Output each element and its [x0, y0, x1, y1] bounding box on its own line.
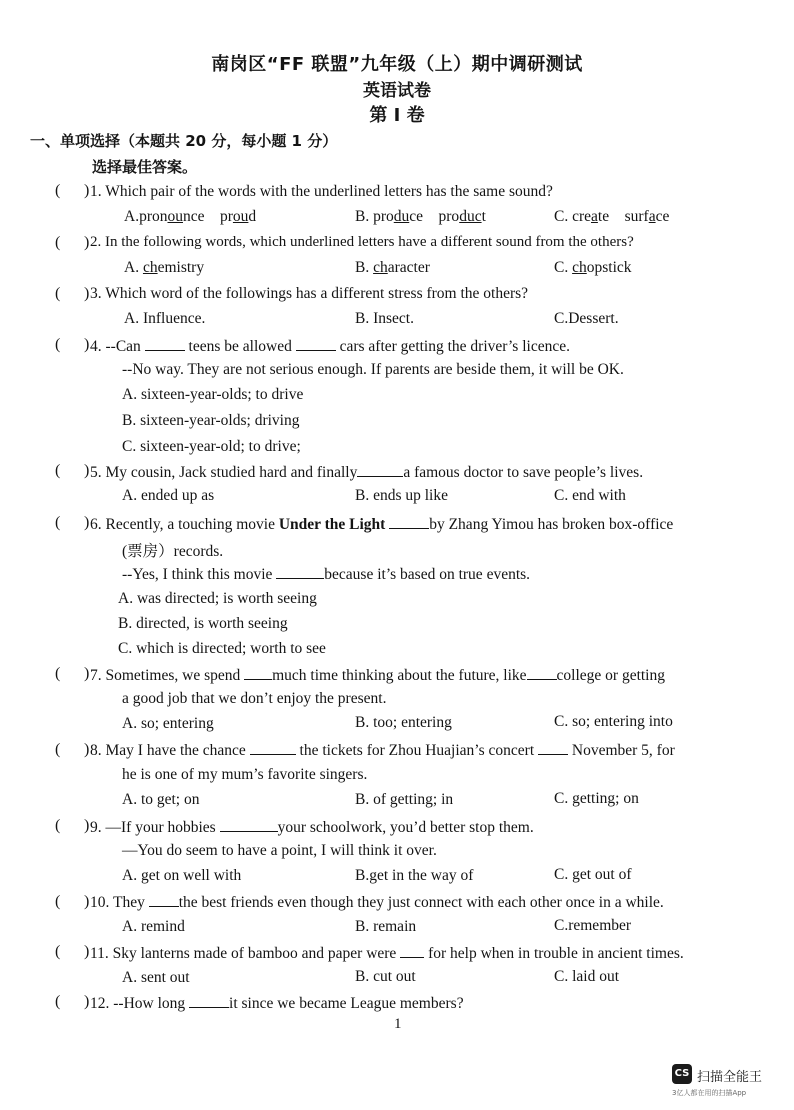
q1-option-b: B. produce product [355, 208, 486, 225]
question-8-stem: 8. May I have the chance the tickets for Zhou Huajian’s concert November 5, for [90, 742, 675, 759]
question-8-stem-cont: he is one of my mum’s favorite singers. [122, 766, 368, 783]
answer-bracket[interactable]: ( ) [55, 817, 90, 834]
answer-bracket[interactable]: ( ) [55, 893, 90, 910]
q3-option-b: B. Insect. [355, 310, 414, 327]
q11-option-a: A. sent out [122, 969, 190, 986]
q2-option-a: A. chemistry [124, 259, 205, 276]
answer-blank [276, 564, 324, 579]
q5-option-b: B. ends up like [355, 487, 448, 504]
q10-option-a: A. remind [122, 918, 185, 935]
q2-option-b: B. character [355, 259, 430, 276]
answer-blank [357, 462, 403, 477]
answer-blank [145, 336, 185, 351]
answer-blank [389, 514, 429, 529]
answer-blank [296, 336, 336, 351]
camscanner-logo-icon: CS [672, 1064, 692, 1084]
question-9-reply: —You do seem to have a point, I will think it over. [122, 842, 437, 859]
q1-option-a: A.pronounce proud [124, 208, 257, 225]
q6-option-b: B. directed, is worth seeing [118, 615, 288, 632]
watermark-name: 扫描全能王 [697, 1070, 763, 1085]
question-7-stem: 7. Sometimes, we spend much time thinking about the future, like college or getting [90, 667, 665, 684]
answer-blank [244, 665, 272, 680]
q4-option-a: A. sixteen-year-olds; to drive [122, 386, 304, 403]
section-instruction: 选择最佳答案。 [92, 158, 198, 176]
answer-bracket[interactable]: ( ) [55, 741, 90, 758]
q10-option-c: C.remember [554, 917, 632, 934]
question-9-stem: 9. —If your hobbies your schoolwork, you’d better stop them. [90, 819, 534, 836]
exam-subtitle: 英语试卷 [363, 81, 431, 101]
q8-option-c: C. getting; on [554, 790, 639, 807]
question-5-stem: 5. My cousin, Jack studied hard and finally a famous doctor to save people’s lives. [90, 464, 644, 481]
q3-option-a: A. Influence. [124, 310, 206, 327]
answer-blank [538, 740, 568, 755]
answer-blank [527, 665, 557, 680]
question-3-stem: 3. Which word of the followings has a different stress from the others? [90, 285, 529, 302]
answer-bracket[interactable]: ( ) [55, 234, 90, 251]
question-7-stem-cont: a good job that we don’t enjoy the present. [122, 690, 387, 707]
q7-option-b: B. too; entering [355, 714, 452, 731]
question-12-stem: 12. --How long it since we became League members? [90, 995, 464, 1012]
question-6-reply: --Yes, I think this movie because it’s based on true events. [122, 566, 531, 583]
q6-option-a: A. was directed; is worth seeing [118, 590, 317, 607]
scanner-watermark [672, 1064, 782, 1104]
question-6-stem: 6. Recently, a touching movie Under the Light by Zhang Yimou has broken box-office [90, 516, 674, 533]
question-4-stem: 4. --Can teens be allowed cars after getting the driver’s licence. [90, 338, 570, 355]
q11-option-b: B. cut out [355, 968, 416, 985]
answer-bracket[interactable]: ( ) [55, 514, 90, 531]
exam-volume: 第 I 卷 [369, 105, 425, 126]
answer-bracket[interactable]: ( ) [55, 182, 90, 199]
exam-title: 南岗区“FF 联盟”九年级（上）期中调研测试 [211, 54, 583, 75]
watermark-tagline: 3亿人都在用的扫描App [672, 1089, 747, 1097]
answer-blank [250, 740, 296, 755]
q2-option-c: C. chopstick [554, 259, 632, 276]
question-4-reply: --No way. They are not serious enough. If parents are beside them, it will be OK. [122, 361, 624, 378]
answer-bracket[interactable]: ( ) [55, 285, 90, 302]
answer-blank [400, 943, 424, 958]
q7-option-a: A. so; entering [122, 715, 214, 732]
q3-option-c: C.Dessert. [554, 310, 619, 327]
section-heading: 一、单项选择（本题共 20 分，每小题 1 分） [30, 132, 338, 150]
question-1-stem: 1. Which pair of the words with the underlined letters has the same sound? [90, 183, 553, 200]
movie-title: Under the Light [278, 516, 386, 533]
q8-option-b: B. of getting; in [355, 791, 454, 808]
answer-blank [189, 993, 229, 1008]
answer-bracket[interactable]: ( ) [55, 336, 90, 353]
q8-option-a: A. to get; on [122, 791, 200, 808]
q7-option-c: C. so; entering into [554, 713, 673, 730]
q11-option-c: C. laid out [554, 968, 620, 985]
q1-option-c: C. create surface [554, 208, 670, 225]
question-2-stem: 2. In the following words, which underlined letters have a different sound from the others? [90, 234, 634, 250]
answer-bracket[interactable]: ( ) [55, 462, 90, 479]
q9-option-b: B.get in the way of [355, 867, 474, 884]
q10-option-b: B. remain [355, 918, 417, 935]
answer-bracket[interactable]: ( ) [55, 993, 90, 1010]
question-6-stem-cont: (票房）records. [122, 543, 224, 560]
question-11-stem: 11. Sky lanterns made of bamboo and paper were for help when in trouble in ancient times. [90, 945, 684, 962]
answer-blank [220, 817, 278, 832]
answer-blank [149, 892, 179, 907]
answer-bracket[interactable]: ( ) [55, 943, 90, 960]
q9-option-a: A. get on well with [122, 867, 242, 884]
answer-bracket[interactable]: ( ) [55, 665, 90, 682]
q9-option-c: C. get out of [554, 866, 632, 883]
question-10-stem: 10. They the best friends even though they just connect with each other once in a while. [90, 894, 664, 911]
page-number: 1 [394, 1016, 402, 1032]
q4-option-c: C. sixteen-year-old; to drive; [122, 438, 301, 455]
q6-option-c: C. which is directed; worth to see [118, 640, 326, 657]
q5-option-a: A. ended up as [122, 487, 215, 504]
q4-option-b: B. sixteen-year-olds; driving [122, 412, 300, 429]
q5-option-c: C. end with [554, 487, 626, 504]
